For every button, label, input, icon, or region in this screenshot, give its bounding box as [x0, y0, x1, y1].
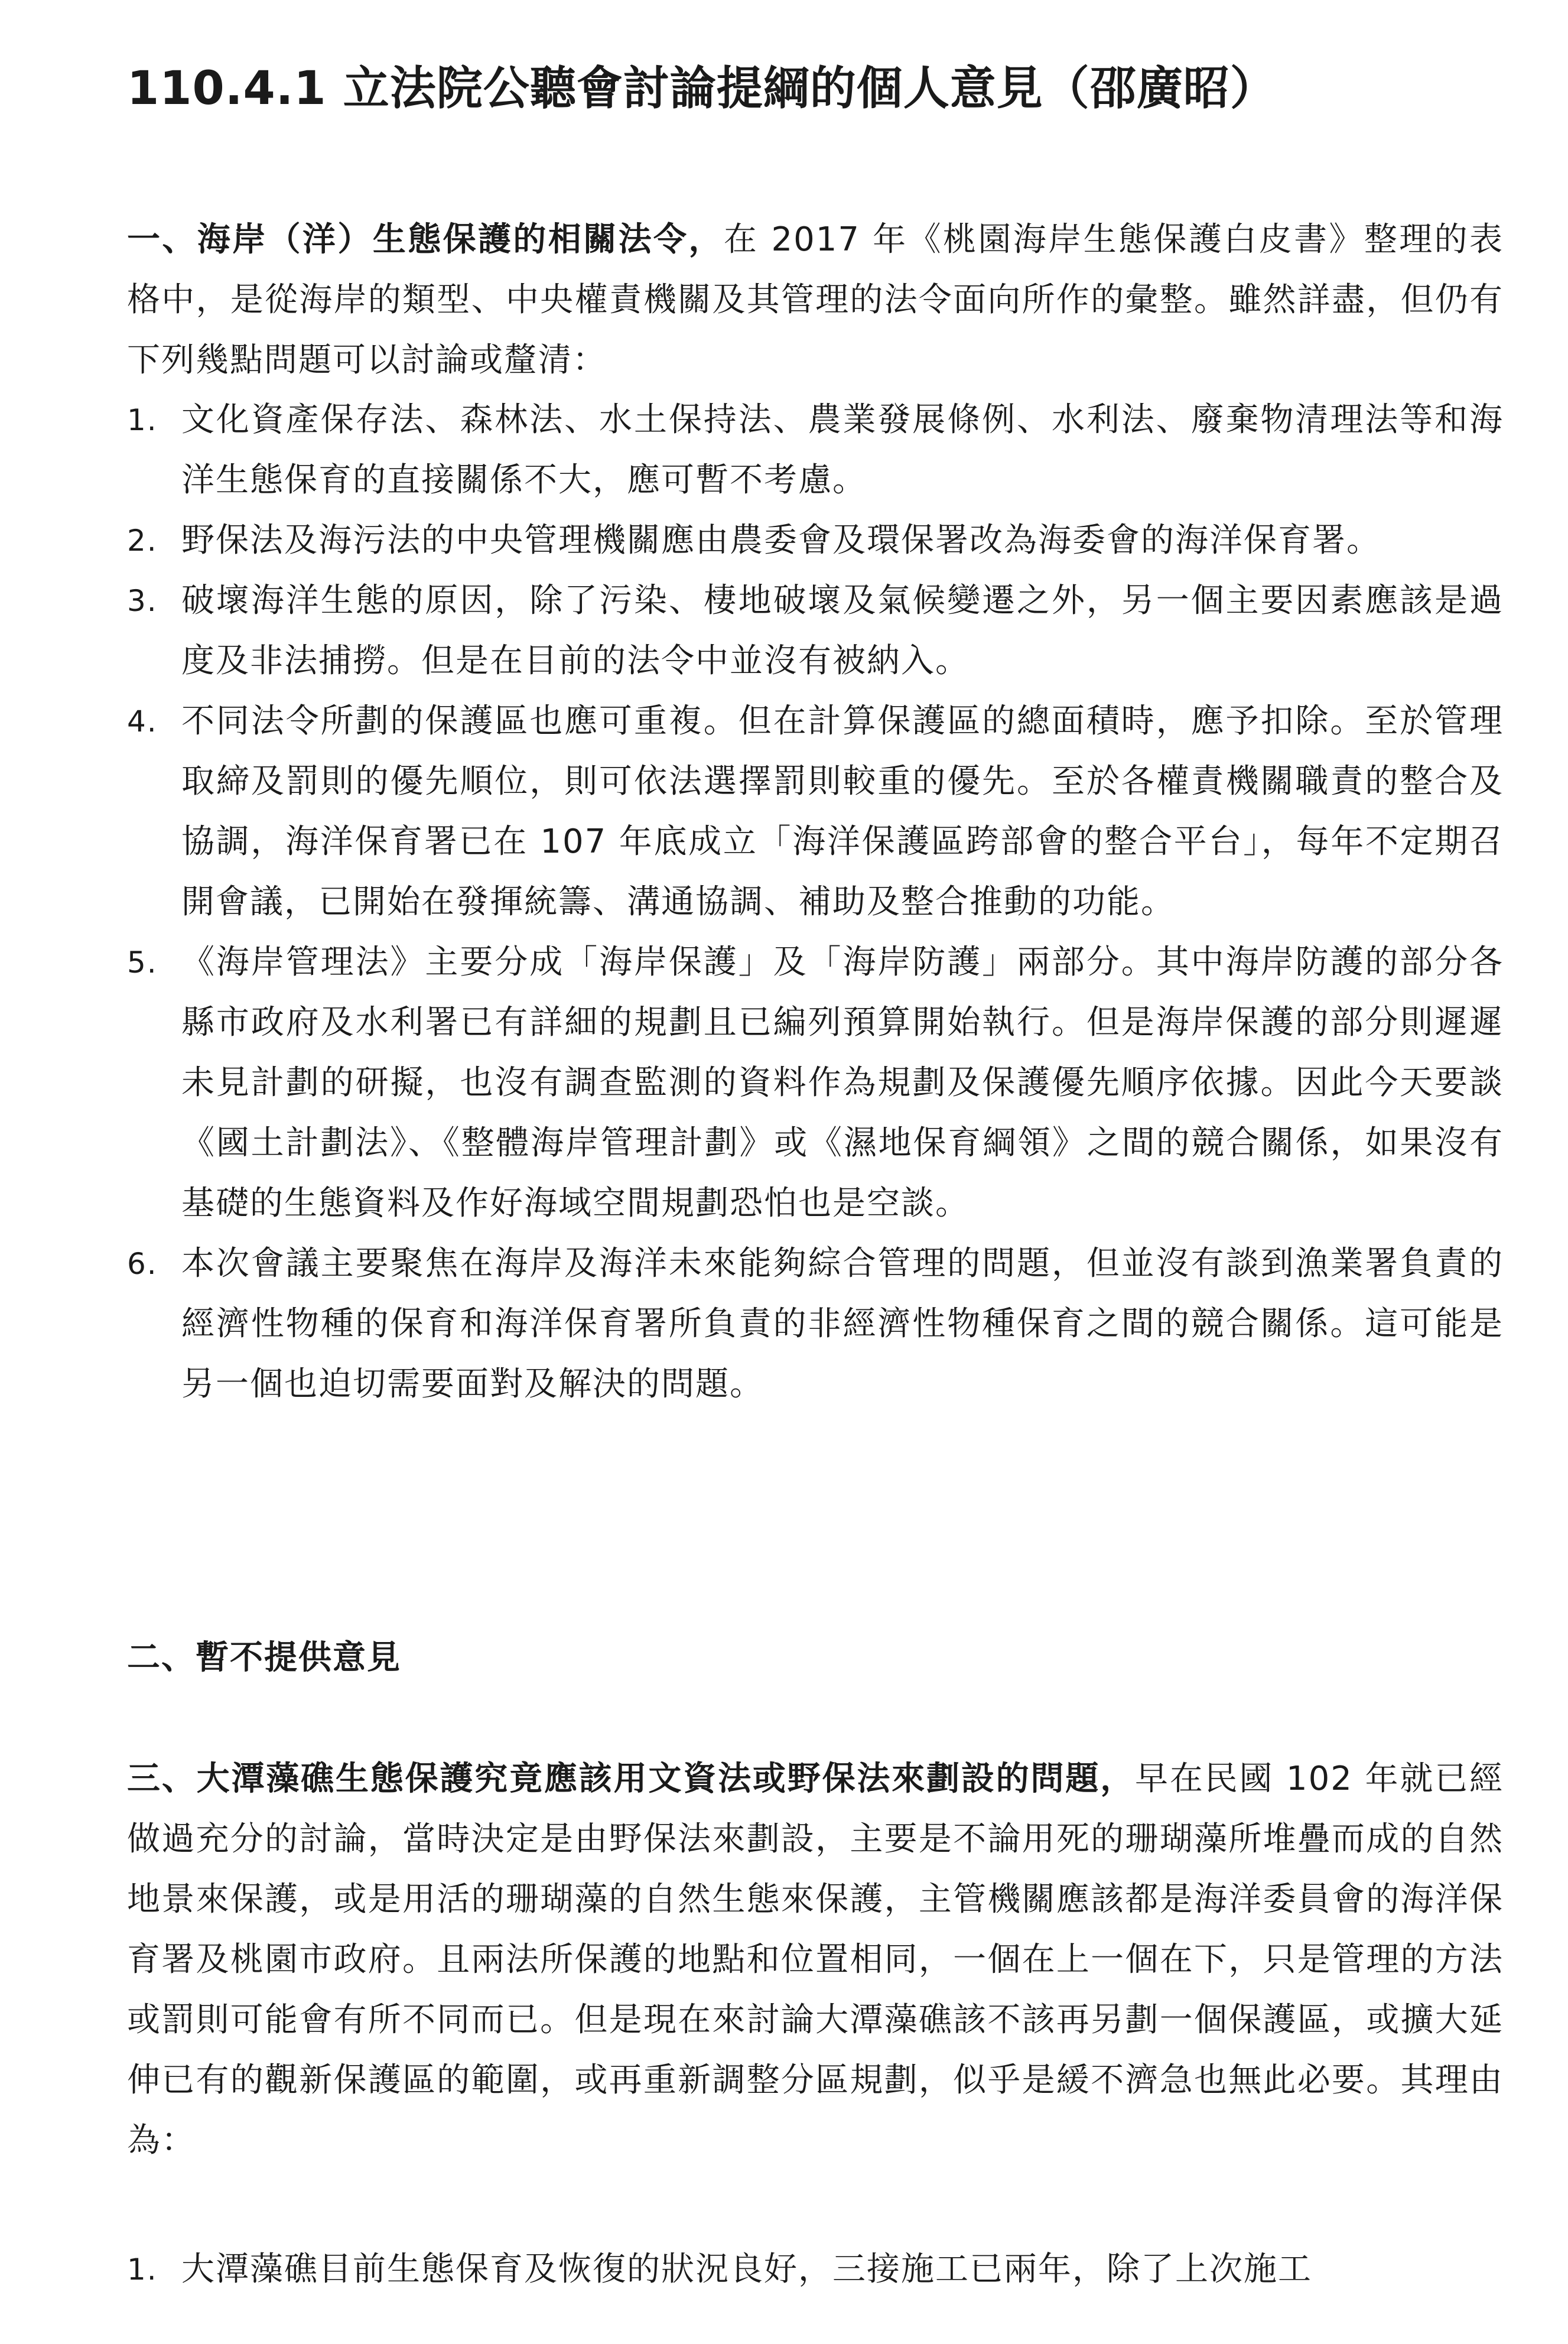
list-item-text: 大潭藻礁目前生態保育及恢復的狀況良好，三接施工已兩年，除了上次施工: [181, 2250, 1312, 2288]
section-3-heading: 三、大潭藻礁生態保護究竟應該用文資法或野保法來劃設的問題，: [127, 1760, 1136, 1798]
section-3-list: [127, 2239, 1504, 2300]
list-item-number: 1.: [127, 403, 158, 437]
list-item-number: 6.: [127, 1247, 158, 1281]
page-title: 110.4.1 立法院公聽會討論提綱的個人意見（邵廣昭）: [127, 62, 1277, 115]
list-item-number: 1.: [127, 2252, 158, 2287]
list-item-number: 4.: [127, 704, 158, 739]
list-item-text: 野保法及海污法的中央管理機關應由農委會及環保署改為海委會的海洋保育署。: [181, 521, 1381, 560]
list-item: [127, 1234, 1504, 1415]
list-item: [127, 571, 1504, 691]
section-1-paragraph: [127, 210, 1504, 391]
section-1-intro: 在 2017 年《桃園海岸生態保護白皮書》整理的表格中，是從海岸的類型、中央權責機關及其管理的法令面向所作的彙整。雖然詳盡，但仍有下列幾點問題可以討論或釐清：: [127, 220, 1504, 379]
list-item-number: 5.: [127, 945, 158, 980]
list-item-text: 破壞海洋生態的原因，除了污染、棲地破壞及氣候變遷之外，另一個主要因素應該是過度及非法捕撈。但是在目前的法令中並沒有被納入。: [181, 581, 1504, 680]
list-item-text: 《海岸管理法》主要分成「海岸保護」及「海岸防護」兩部分。其中海岸防護的部分各縣市政府及水利署已有詳細的規劃且已編列預算開始執行。但是海岸保護的部分則遲遲未見計劃的研擬，也沒有調查監測的資料作為規劃及保護優先順序依據。因此今天要談《國土計劃法》、《整體海岸管理計劃》或《濕地保育綱領》之間的競合關係，如果沒有基礎的生態資料及作好海域空間規劃恐怕也是空談。: [181, 943, 1504, 1223]
list-item: [127, 932, 1504, 1234]
list-item-text: 本次會議主要聚焦在海岸及海洋未來能夠綜合管理的問題，但並沒有談到漁業署負責的經濟性物種的保育和海洋保育署所負責的非經濟性物種保育之間的競合關係。這可能是另一個也迫切需要面對及解決的問題。: [181, 1244, 1504, 1403]
list-item-number: 3.: [127, 584, 158, 618]
list-item: [127, 691, 1504, 932]
section-2-heading: 二、暫不提供意見: [127, 1638, 401, 1677]
list-item-text: 不同法令所劃的保護區也應可重複。但在計算保護區的總面積時，應予扣除。至於管理取締及罰則的優先順位，則可依法選擇罰則較重的優先。至於各權責機關職責的整合及協調，海洋保育署已在 107 年底成立「海洋保護區跨部會的整合平台」，每年不定期召開會議，已開始在發揮統籌、溝通協調、補助及整合推動的功能。: [181, 702, 1504, 921]
list-item-number: 2.: [127, 524, 158, 558]
list-item: [127, 390, 1504, 511]
section-3-intro: 早在民國 102 年就已經做過充分的討論，當時決定是由野保法來劃設，主要是不論用死的珊瑚藻所堆疊而成的自然地景來保護，或是用活的珊瑚藻的自然生態來保護，主管機關應該都是海洋委員會的海洋保育署及桃園市政府。且兩法所保護的地點和位置相同，一個在上一個在下，只是管理的方法或罰則可能會有所不同而已。但是現在來討論大潭藻礁該不該再另劃一個保護區，或擴大延伸已有的觀新保護區的範圍，或再重新調整分區規劃，似乎是緩不濟急也無此必要。其理由為：: [127, 1760, 1504, 2160]
section-1-heading: 一、海岸（洋）生態保護的相關法令，: [127, 220, 724, 259]
list-item-text: 文化資產保存法、森林法、水土保持法、農業發展條例、水利法、廢棄物清理法等和海洋生態保育的直接關係不大，應可暫不考慮。: [181, 401, 1504, 499]
list-item: [127, 2239, 1504, 2300]
section-1-list: [127, 390, 1504, 1415]
list-item: [127, 511, 1504, 571]
section-3-paragraph: [127, 1749, 1504, 2171]
